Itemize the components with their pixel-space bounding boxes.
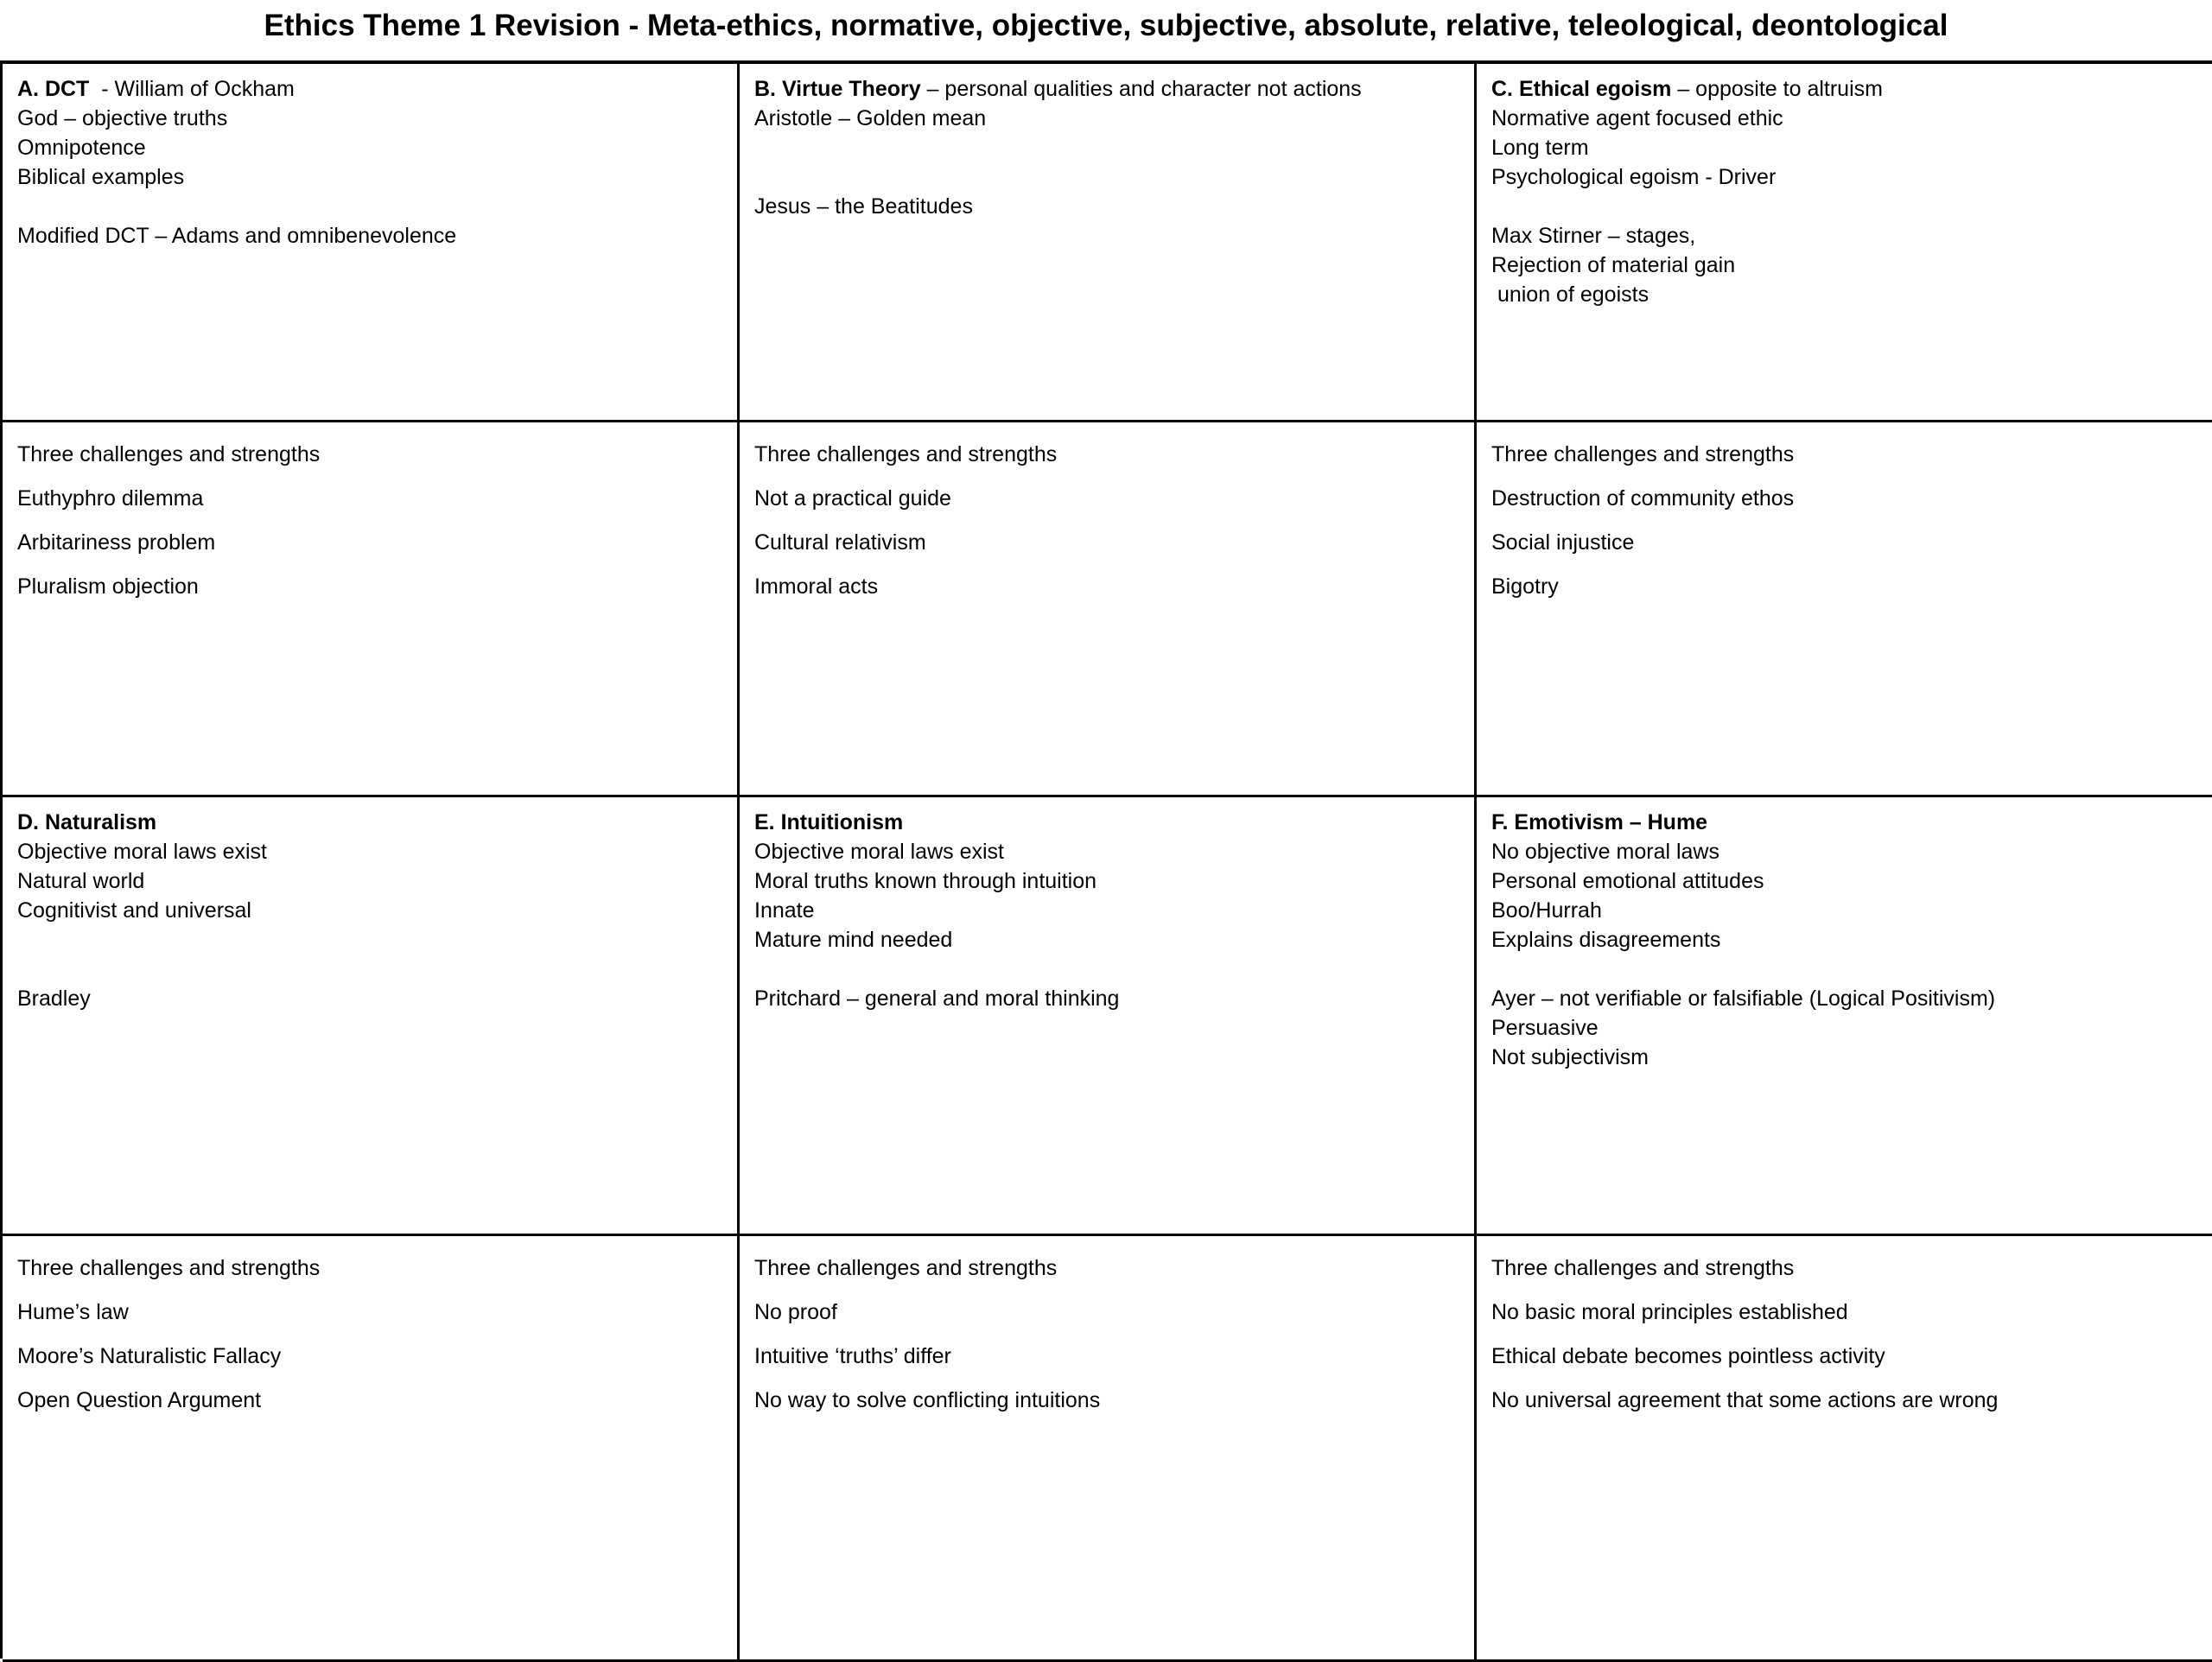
theory-line: Cognitivist and universal: [17, 898, 251, 923]
theory-heading: [754, 74, 1460, 104]
theory-line: Innate: [754, 898, 815, 923]
theory-cell-ethical-egoism: [1477, 64, 2212, 422]
challenge-cell-ethical-egoism: [1477, 422, 2212, 797]
challenge-item: No basic moral principles established: [1491, 1300, 1848, 1324]
theory-line: Rejection of material gain: [1491, 253, 1736, 277]
challenge-cell-dct: [3, 422, 740, 797]
challenge-item: Euthyphro dilemma: [17, 486, 204, 511]
theory-line: [17, 192, 723, 221]
theory-heading-bold: A. DCT: [17, 77, 90, 101]
challenge-heading: Three challenges and strengths: [17, 442, 321, 466]
page-title: Ethics Theme 1 Revision - Meta-ethics, normative, objective, subjective, absolute, relative, teleological, deontological: [264, 9, 1948, 42]
challenge-item: Ethical debate becomes pointless activity: [1491, 1344, 1885, 1368]
challenge-cell-intuitionism: [740, 1236, 1477, 1662]
theory-cell-dct: [3, 64, 740, 422]
challenge-item: Moore’s Naturalistic Fallacy: [17, 1344, 282, 1368]
challenge-item: Not a practical guide: [754, 486, 951, 511]
revision-grid: [0, 60, 2212, 1659]
challenge-cell-virtue-theory: [740, 422, 1477, 797]
theory-line: [754, 162, 1460, 192]
theory-line: [754, 133, 1460, 162]
theory-heading-rest: – personal qualities and character not actions: [920, 77, 1362, 101]
theory-line: Normative agent focused ethic: [1491, 106, 1783, 130]
theory-line: Ayer – not verifiable or falsifiable (Logical Positivism): [1491, 986, 1996, 1011]
theory-line: [1491, 955, 2198, 984]
challenge-item: No universal agreement that some actions are wrong: [1491, 1388, 1999, 1412]
theory-cell-intuitionism: [740, 797, 1477, 1236]
theory-line: [17, 955, 723, 984]
theory-line: Modified DCT – Adams and omnibenevolence: [17, 224, 457, 248]
challenge-heading: Three challenges and strengths: [1491, 442, 1795, 466]
challenge-item: Arbitariness problem: [17, 530, 216, 555]
theory-line: Objective moral laws exist: [17, 840, 267, 864]
theory-line: Jesus – the Beatitudes: [754, 194, 973, 219]
theory-heading-bold: E. Intuitionism: [754, 810, 904, 834]
theory-line: Max Stirner – stages,: [1491, 224, 1696, 248]
challenge-item: Social injustice: [1491, 530, 1635, 555]
challenge-item: Intuitive ‘truths’ differ: [754, 1344, 951, 1368]
challenge-heading: Three challenges and strengths: [17, 1256, 321, 1280]
theory-line: Persuasive: [1491, 1016, 1599, 1040]
theory-line: [1491, 192, 2198, 221]
theory-line: Aristotle – Golden mean: [754, 106, 987, 130]
theory-heading-bold: D. Naturalism: [17, 810, 157, 834]
challenge-cell-emotivism: [1477, 1236, 2212, 1662]
theory-line: Natural world: [17, 869, 145, 893]
theory-line: union of egoists: [1491, 282, 1649, 307]
theory-line: Pritchard – general and moral thinking: [754, 986, 1120, 1011]
theory-line: Objective moral laws exist: [754, 840, 1004, 864]
theory-heading: [17, 74, 723, 104]
theory-line: Mature mind needed: [754, 928, 953, 952]
theory-heading-bold: C. Ethical egoism: [1491, 77, 1672, 101]
challenge-cell-naturalism: [3, 1236, 740, 1662]
challenge-item: Immoral acts: [754, 574, 879, 599]
theory-line: [17, 925, 723, 955]
theory-heading-rest: - William of Ockham: [89, 77, 295, 101]
theory-line: Long term: [1491, 136, 1589, 160]
theory-line: No objective moral laws: [1491, 840, 1719, 864]
challenge-item: Cultural relativism: [754, 530, 926, 555]
challenge-heading: Three challenges and strengths: [754, 442, 1058, 466]
theory-heading-bold: F. Emotivism – Hume: [1491, 810, 1708, 834]
theory-line: [754, 955, 1460, 984]
theory-line: Omnipotence: [17, 136, 146, 160]
theory-heading: [1491, 808, 2198, 837]
theory-cell-emotivism: [1477, 797, 2212, 1236]
challenge-item: Pluralism objection: [17, 574, 199, 599]
challenge-item: Destruction of community ethos: [1491, 486, 1795, 511]
theory-cell-naturalism: [3, 797, 740, 1236]
theory-heading: [1491, 74, 2198, 104]
theory-line: Explains disagreements: [1491, 928, 1721, 952]
challenge-heading: Three challenges and strengths: [1491, 1256, 1795, 1280]
challenge-item: Hume’s law: [17, 1300, 129, 1324]
challenge-item: No way to solve conflicting intuitions: [754, 1388, 1101, 1412]
challenge-heading: Three challenges and strengths: [754, 1256, 1058, 1280]
theory-line: Boo/Hurrah: [1491, 898, 1602, 923]
theory-heading-rest: – opposite to altruism: [1671, 77, 1883, 101]
theory-cell-virtue-theory: [740, 64, 1477, 422]
theory-line: Biblical examples: [17, 165, 185, 189]
theory-line: Psychological egoism - Driver: [1491, 165, 1777, 189]
theory-line: God – objective truths: [17, 106, 228, 130]
theory-line: Bradley: [17, 986, 91, 1011]
challenge-item: Open Question Argument: [17, 1388, 262, 1412]
challenge-item: No proof: [754, 1300, 837, 1324]
theory-heading-bold: B. Virtue Theory: [754, 77, 921, 101]
theory-line: Not subjectivism: [1491, 1045, 1649, 1069]
theory-heading: [754, 808, 1460, 837]
theory-line: Moral truths known through intuition: [754, 869, 1097, 893]
theory-line: Personal emotional attitudes: [1491, 869, 1764, 893]
challenge-item: Bigotry: [1491, 574, 1559, 599]
theory-heading: [17, 808, 723, 837]
